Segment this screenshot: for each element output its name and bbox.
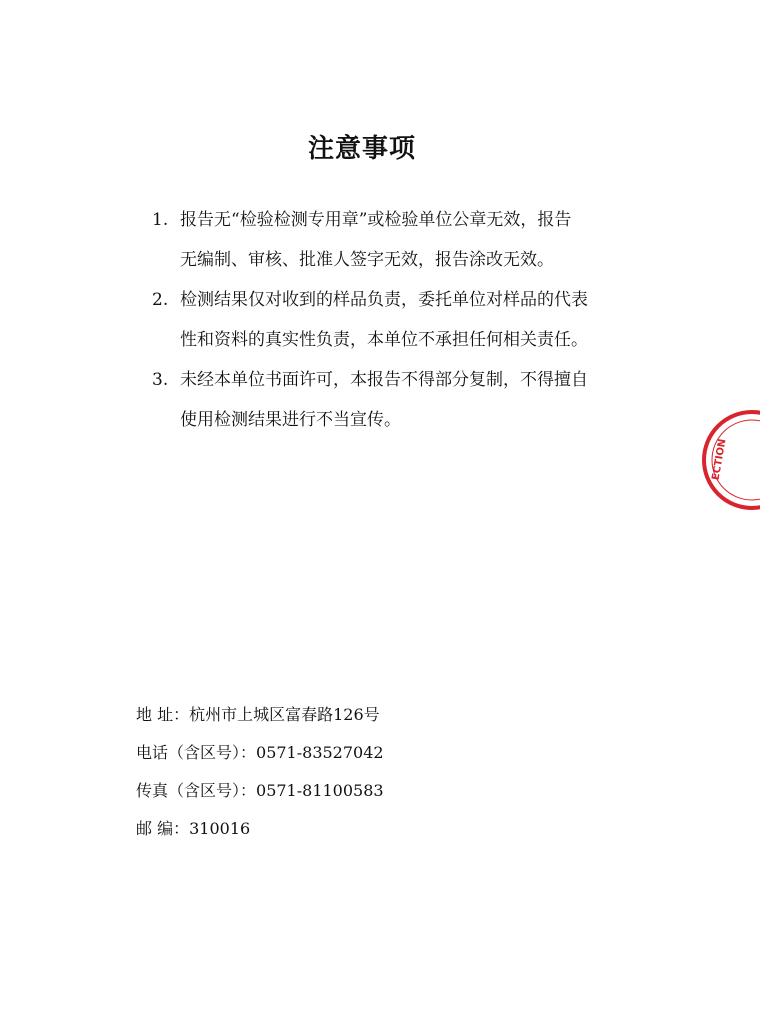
page-title: 注意事项 [307,134,416,164]
note-line: 未经本单位书面许可，本报告不得部分复制，不得擅自 [180,370,588,390]
address-label: 地 址： [136,705,190,724]
address-value: 杭州市上城区富春路126号 [189,705,380,724]
postcode-row [136,810,616,848]
postcode-label: 邮 编： [136,819,190,838]
note-number: 3. [152,370,169,390]
note-item-1 [152,200,622,280]
phone-value: 0571-83527042 [256,743,384,762]
note-line: 无编制、审核、批准人签字无效，报告涂改无效。 [180,250,554,270]
note-line: 性和资料的真实性负责，本单位不承担任何相关责任。 [180,330,588,350]
fax-label: 传真（含区号）： [136,781,257,800]
note-line: 检测结果仅对收到的样品负责，委托单位对样品的代表 [180,290,588,310]
contact-block [136,696,616,848]
postcode-value: 310016 [189,819,251,838]
note-line: 使用检测结果进行不当宣传。 [180,410,401,430]
address-row [136,696,616,734]
notes-list [152,200,622,440]
fax-row [136,772,616,810]
note-item-3 [152,360,622,440]
phone-label: 电话（含区号）： [136,743,257,762]
fax-value: 0571-81100583 [256,781,384,800]
note-line: 报告无“检验检测专用章”或检验单位公章无效，报告 [180,210,572,230]
phone-row [136,734,616,772]
note-item-2 [152,280,622,360]
seal-stamp-icon [700,410,760,510]
seal-text: ECTION [710,438,729,482]
note-number: 1. [152,210,169,230]
note-number: 2. [152,290,169,310]
